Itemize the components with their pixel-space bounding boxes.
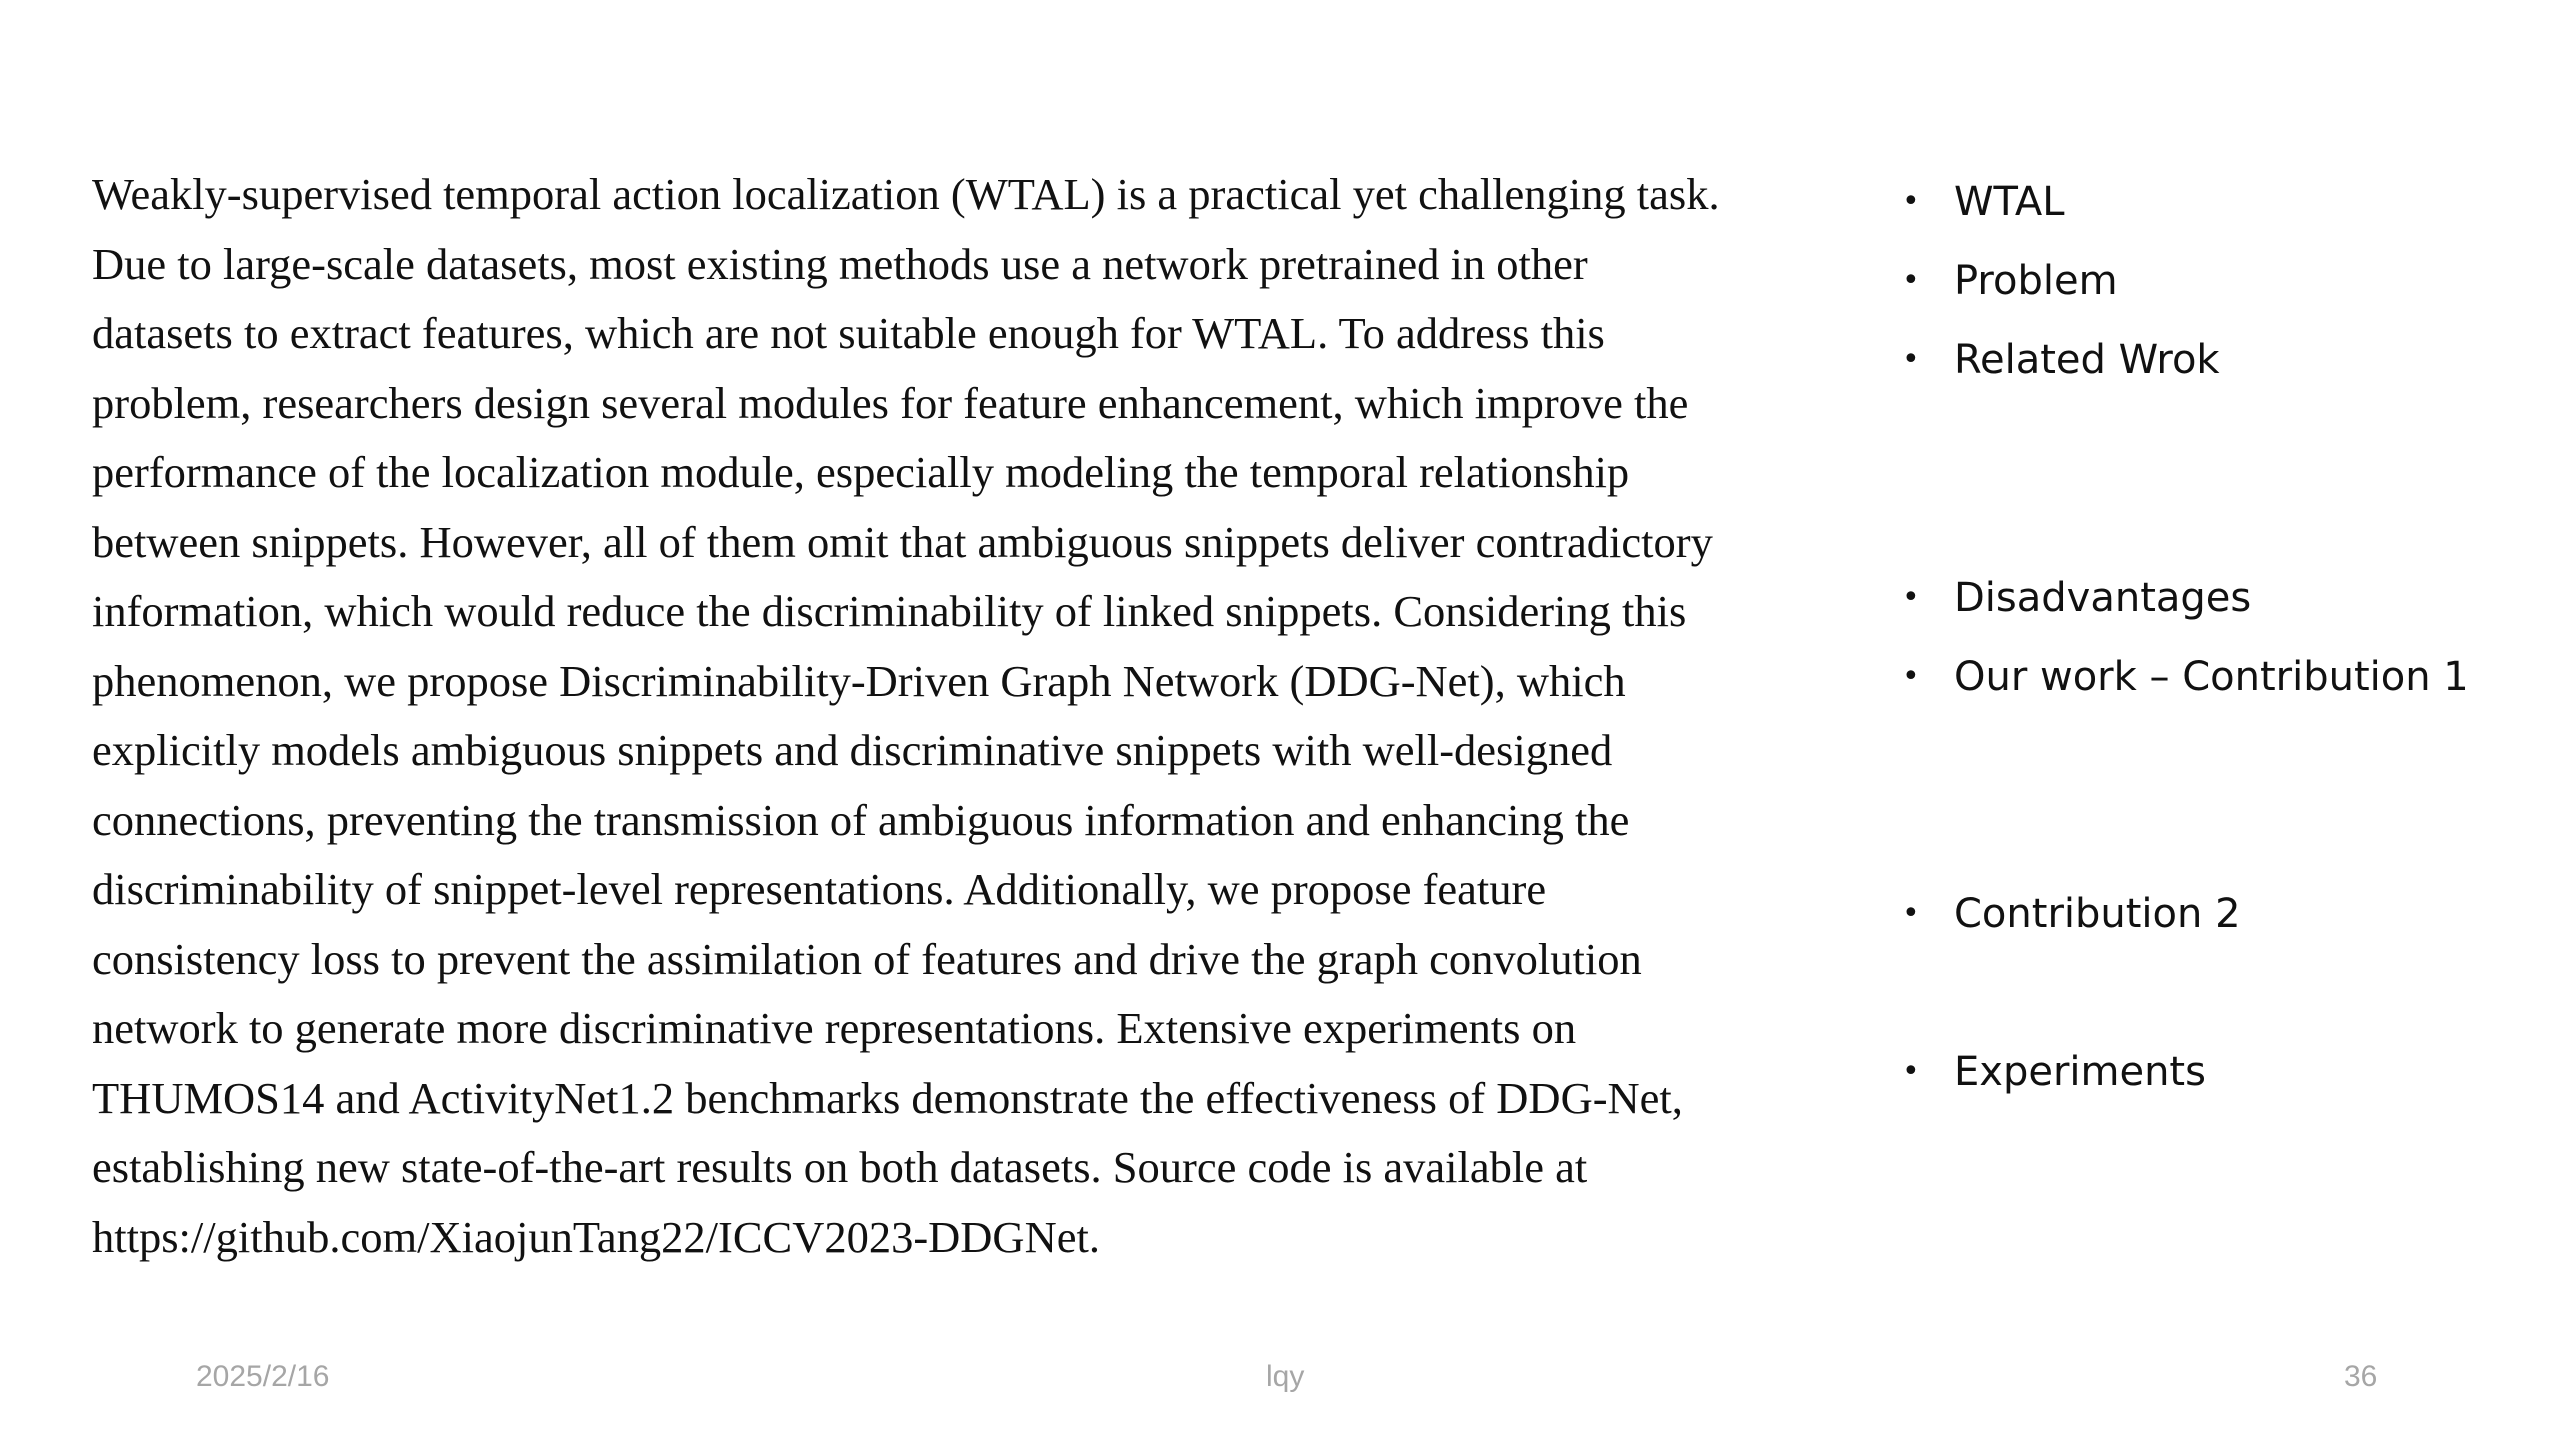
bullet-label: Contribution 2: [1954, 891, 2241, 937]
bullet-label: Problem: [1954, 258, 2118, 304]
bullet-item-contribution-2: [1900, 890, 2241, 938]
abstract-line: discriminability of snippet-level representations. Additionally, we propose feature: [92, 864, 1547, 914]
bullet-item-problem: [1900, 257, 2118, 305]
bullet-item-related-work: [1900, 336, 2220, 384]
abstract-line: explicitly models ambiguous snippets and discriminative snippets with well-designed: [92, 725, 1613, 775]
abstract-line: https://github.com/XiaojunTang22/ICCV2023-DDGNet.: [92, 1211, 1100, 1262]
abstract-line: THUMOS14 and ActivityNet1.2 benchmarks demonstrate the effectiveness of DDG-Net,: [92, 1072, 1683, 1123]
bullet-label: Related Wrok: [1954, 337, 2220, 383]
abstract-line: consistency loss to prevent the assimilation of features and drive the graph convolution: [92, 933, 1642, 984]
bullet-dot-icon: •: [1902, 1054, 1920, 1089]
bullet-dot-icon: •: [1902, 342, 1920, 377]
bullet-dot-icon: •: [1902, 580, 1920, 615]
abstract-line: Due to large-scale datasets, most existing methods use a network pretrained in other: [92, 238, 1588, 289]
abstract-line: datasets to extract features, which are not suitable enough for WTAL. To address this: [92, 308, 1605, 358]
abstract-line: network to generate more discriminative representations. Extensive experiments on: [92, 1003, 1577, 1053]
footer-author: lqy: [1266, 1360, 1305, 1393]
bullet-item-experiments: [1900, 1048, 2206, 1096]
bullet-label: Experiments: [1954, 1049, 2206, 1095]
bullet-item-contribution-1: [1900, 653, 2469, 701]
abstract-line: performance of the localization module, especially modeling the temporal relationship: [92, 447, 1630, 497]
footer-date: 2025/2/16: [196, 1360, 330, 1393]
footer-page-number: 36: [2344, 1360, 2378, 1393]
bullet-dot-icon: •: [1902, 659, 1920, 694]
bullet-dot-icon: •: [1902, 896, 1920, 931]
abstract-line: Weakly-supervised temporal action localization (WTAL) is a practical yet challenging task.: [92, 169, 1720, 219]
bullet-label: WTAL: [1954, 179, 2065, 225]
abstract-line: connections, preventing the transmission of ambiguous information and enhancing the: [92, 794, 1630, 845]
bullet-label: Our work – Contribution 1: [1954, 654, 2469, 700]
abstract-line: establishing new state-of-the-art results on both datasets. Source code is available at: [92, 1142, 1588, 1192]
bullet-label: Disadvantages: [1954, 575, 2252, 621]
bullet-dot-icon: •: [1902, 184, 1920, 219]
abstract-line: between snippets. However, all of them omit that ambiguous snippets deliver contradictory: [92, 516, 1713, 567]
bullet-dot-icon: •: [1902, 263, 1920, 298]
abstract-paragraph: [92, 160, 1892, 1272]
abstract-line: information, which would reduce the discriminability of linked snippets. Considering this: [92, 586, 1687, 636]
abstract-line: problem, researchers design several modules for feature enhancement, which improve the: [92, 377, 1689, 428]
bullet-item-disadvantages: [1900, 574, 2251, 622]
bullet-item-wtal: [1900, 178, 2065, 226]
outline-bullet-list: [1900, 0, 2540, 1200]
abstract-line: phenomenon, we propose Discriminability-Driven Graph Network (DDG-Net), which: [92, 655, 1626, 706]
